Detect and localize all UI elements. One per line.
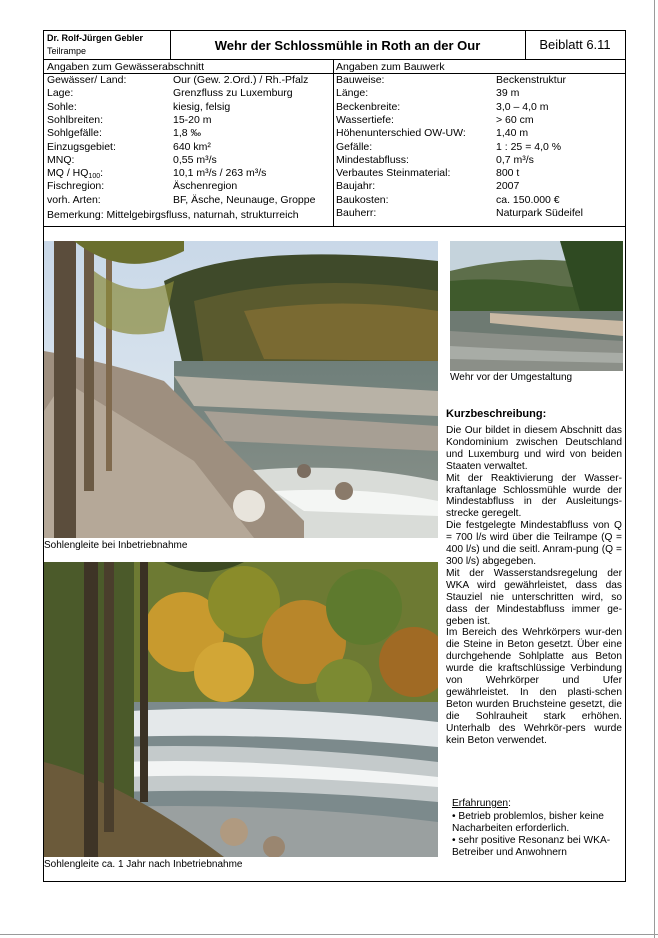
description-paragraph: Die Our bildet in diesem Abschnitt das Kondominium zwischen Deutschland und Luxemburg und wird von beiden Staaten verwaltet. [446, 425, 622, 472]
structure-data-label: Bauweise: [336, 74, 385, 86]
experience-title-colon: : [508, 798, 511, 809]
water-data-label-tail: : [100, 167, 104, 180]
water-data-label: Sohle: [47, 100, 77, 113]
experience-list [452, 811, 624, 859]
water-data-label-subscript: 100 [88, 173, 101, 181]
structure-data-label: Wassertiefe: [336, 113, 394, 126]
water-data-label: Gewässer/ Land: [47, 74, 127, 86]
water-data-value: 10,1 m³/s / 263 m³/s [173, 167, 267, 180]
structure-data-value: 800 t [496, 167, 520, 180]
structure-data-value: 3,0 – 4,0 m [496, 100, 549, 113]
photo-ramp-at-commissioning [44, 241, 438, 538]
experience-title-text: Erfahrungen [452, 798, 509, 809]
water-data-label: Lage: [47, 87, 74, 100]
page-edge-right [654, 0, 655, 938]
structure-data-label: Bauherr: [336, 207, 377, 219]
remark-line: Bemerkung: Mittelgebirgsfluss, naturnah, strukturreich [47, 209, 299, 221]
water-data-value: Grenzfluss zu Luxemburg [173, 87, 293, 100]
structure-data-value: 1,40 m [496, 127, 529, 140]
structure-data-value: 1 : 25 = 4,0 % [496, 140, 562, 153]
experience-item: • Betrieb problemlos, bisher keine Nacharbeiten erforderlich. [452, 811, 604, 834]
water-data-value: 640 km² [173, 140, 211, 153]
description-paragraph: Die festgelegte Mindestabfluss von Q = 700 l/s wird über die Teilrampe (Q = 400 l/s) und die seitl. Anram-pung (Q = 300 l/s) abgegeben. [446, 520, 622, 567]
structure-data-value: 0,7 m³/s [496, 153, 534, 166]
document-subtitle: Teilrampe [47, 46, 87, 56]
photo-ramp-one-year-later [44, 562, 438, 857]
structure-data-value: > 60 cm [496, 113, 534, 126]
water-data-value: 15-20 m [173, 113, 212, 126]
section-heading-structure: Angaben zum Bauwerk [336, 61, 445, 73]
description-body [446, 425, 622, 746]
structure-data-value: Naturpark Südeifel [496, 207, 583, 219]
data-table [43, 60, 626, 227]
water-data-value: 1,8 ‰ [173, 127, 202, 140]
water-data-value: 0,55 m³/s [173, 153, 217, 166]
description-paragraph: Im Bereich des Wehrkörpers wur-den die Steine in Beton gesetzt. Über eine durchgehende Sohlplatte aus Beton wurde die kraftschlüssige Verbindung von Wehrkörper und Ufer gewährleistet. In den plasti-schen Beton wurden Bruchsteine gesetzt, die die Sohlrauheit stark erhöhen. Unterhalb des Wehrkör-pers wurde kein Beton verwendet. [446, 627, 622, 746]
water-data-value: kiesig, felsig [173, 100, 231, 113]
structure-data-value: ca. 150.000 € [496, 193, 560, 206]
column-divider [333, 60, 334, 226]
header-author-cell [44, 31, 171, 59]
water-data-label: vorh. Arten: [47, 193, 101, 206]
structure-data-label: Höhenunterschied OW-UW: [336, 127, 466, 140]
section-heading-water: Angaben zum Gewässerabschnitt [47, 61, 205, 73]
description-paragraph: Mit der Reaktivierung der Wasser-kraftanlage Schlossmühle wurde der Mindestabfluss in der Ausleitungs-strecke geregelt. [446, 472, 622, 520]
water-data-label: Sohlgefälle: [47, 127, 102, 140]
water-data-label: Sohlbreiten: [47, 113, 104, 126]
sheet-number: Beiblatt 6.11 [539, 37, 611, 52]
water-data-label: Einzugsgebiet: [47, 140, 116, 153]
structure-data-value: Beckenstruktur [496, 74, 567, 86]
page-edge-bottom [0, 934, 658, 935]
structure-data-label: Länge: [336, 87, 369, 100]
experience-item: • sehr positive Resonanz bei WKA-Betreiber und Anwohnern [452, 835, 611, 858]
water-data-value: Äschenregion [173, 180, 238, 193]
structure-data-label: Beckenbreite: [336, 100, 401, 113]
caption-ramp-one-year-later: Sohlengleite ca. 1 Jahr nach Inbetriebnahme [44, 859, 243, 870]
caption-weir-before-redesign: Wehr vor der Umgestaltung [450, 372, 573, 383]
experience-title [452, 798, 511, 809]
structure-data-label: Verbautes Steinmaterial: [336, 167, 451, 180]
author-name: Dr. Rolf-Jürgen Gebler [47, 33, 144, 43]
description-paragraph: Mit der Wasserstandsregelung der WKA wird gewährleistet, dass das Stauziel nie unterschritten wird, so dass der Mindestabfluss immer ge-geben ist. [446, 567, 622, 627]
water-data-value: Our (Gew. 2.Ord.) / Rh.-Pfalz [173, 74, 309, 86]
caption-ramp-at-commissioning: Sohlengleite bei Inbetriebnahme [44, 540, 188, 551]
structure-data-value: 39 m [496, 87, 520, 100]
header-table [43, 30, 626, 60]
description-title: Kurzbeschreibung: [446, 408, 547, 420]
structure-data-label: Baukosten: [336, 193, 389, 206]
structure-data-label: Baujahr: [336, 180, 376, 193]
structure-data-value: 2007 [496, 180, 520, 193]
photo-weir-before-redesign [450, 241, 623, 371]
structure-data-label: Gefälle: [336, 140, 373, 153]
page-title: Wehr der Schlossmühle in Roth an der Our [214, 38, 481, 53]
water-data-label: Fischregion: [47, 180, 105, 193]
structure-data-label: Mindestabfluss: [336, 153, 409, 166]
header-sheet-cell [525, 31, 625, 59]
water-data-value: BF, Äsche, Neunauge, Groppe [173, 193, 316, 206]
header-title-cell [170, 31, 526, 59]
water-data-label-main: MQ / HQ [47, 167, 89, 180]
water-data-label: MNQ: [47, 153, 75, 166]
